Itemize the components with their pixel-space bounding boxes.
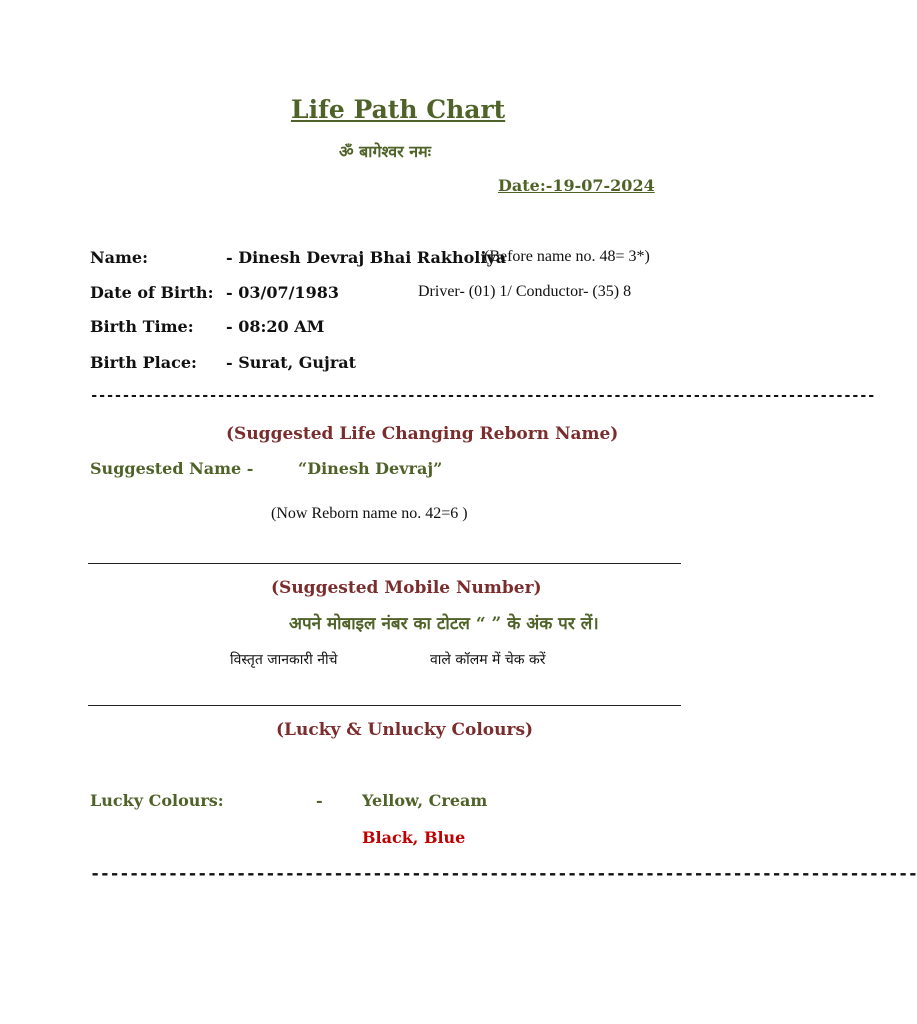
invocation-text: ॐ बागेश्वर नमः xyxy=(339,142,431,161)
unlucky-colours-value: Black, Blue xyxy=(362,828,466,847)
lucky-colours-separator: - xyxy=(316,791,323,810)
driver-conductor-note: Driver- (01) 1/ Conductor- (35) 8 xyxy=(418,283,632,300)
check-column-text: वाले कॉलम में चेक करें xyxy=(430,652,546,668)
name-value: - Dinesh Devraj Bhai Rakholiya xyxy=(226,248,507,267)
name-number-note: (Before name no. 48= 3*) xyxy=(484,248,650,265)
suggested-name-value: “Dinesh Devraj” xyxy=(298,459,443,478)
birth-place-label: Birth Place: xyxy=(90,353,197,372)
birth-place-value: - Surat, Gujrat xyxy=(226,353,356,372)
date-text: Date:-19-07-2024 xyxy=(498,176,655,195)
horizontal-rule xyxy=(88,563,681,564)
dob-label: Date of Birth: xyxy=(90,283,214,302)
dashed-separator: --------------------------------------------------------------------------------------------------- xyxy=(90,388,875,404)
horizontal-rule xyxy=(88,705,681,706)
page-title: Life Path Chart xyxy=(291,95,506,124)
lucky-colours-value: Yellow, Cream xyxy=(362,791,488,810)
colours-heading: (Lucky & Unlucky Colours) xyxy=(276,720,534,740)
reborn-number-note: (Now Reborn name no. 42=6 ) xyxy=(271,505,468,522)
lucky-colours-label: Lucky Colours: xyxy=(90,791,224,810)
mobile-instruction-text: अपने मोबाइल नंबर का टोटल “ ” के अंक पर लें। xyxy=(289,614,599,634)
dashed-separator: ------------------------------------------------------------------------------------- xyxy=(90,864,917,884)
reborn-name-heading: (Suggested Life Changing Reborn Name) xyxy=(226,424,619,444)
birth-time-label: Birth Time: xyxy=(90,317,194,336)
mobile-number-heading: (Suggested Mobile Number) xyxy=(271,578,542,598)
detail-info-text: विस्तृत जानकारी नीचे xyxy=(230,652,338,668)
birth-time-value: - 08:20 AM xyxy=(226,317,325,336)
dob-value: - 03/07/1983 xyxy=(226,283,339,302)
name-label: Name: xyxy=(90,248,149,267)
suggested-name-label: Suggested Name - xyxy=(90,459,254,478)
